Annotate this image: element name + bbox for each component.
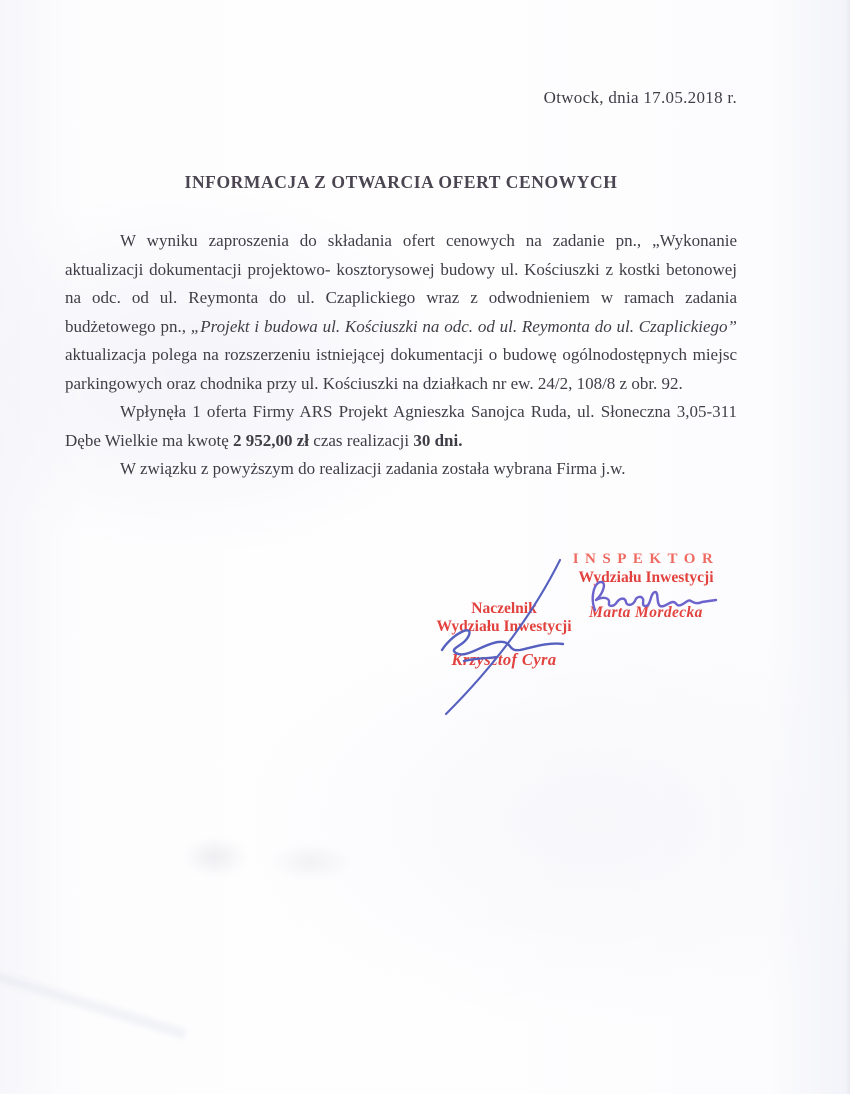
inspektor-stamp <box>566 551 726 622</box>
inspektor-department-label: Wydziału Inwestycji <box>578 569 714 586</box>
naczelnik-role-label: Naczelnik <box>471 600 537 617</box>
realization-time: 30 dni. <box>413 430 463 450</box>
paragraph-2 <box>65 398 737 455</box>
naczelnik-stamp <box>428 600 580 670</box>
p1-quoted-task-name: „Projekt i budowa ul. Kościuszki na odc. od ul. Reymonta do ul. Czaplickiego” <box>190 316 737 336</box>
scan-smudge <box>182 836 248 878</box>
p1-tail-text: aktualizacja polega na rozszerzeniu istniejącej dokumentacji o budowę ogólnodostępnych miejsc parkingowych oraz chodnika przy ul. Kościuszki na działkach nr ew. 24/2, 108/8 z obr. 92. <box>65 345 737 393</box>
inspektor-name-label: Marta Mordecka <box>589 604 703 621</box>
p2-mid-text: czas realizacji <box>309 430 414 450</box>
naczelnik-name-label: Krzysztof Cyra <box>451 650 557 669</box>
paragraph-3: W związku z powyższym do realizacji zadania została wybrana Firma j.w. <box>120 459 626 478</box>
p2-lead-text: Wpłynęła 1 oferta Firmy ARS Projekt Agnieszka Sanojca Ruda, ul. Słoneczna 3,05-311 Dębe Wielkie ma kwotę <box>65 402 737 450</box>
paragraph-1 <box>65 227 737 398</box>
p1-lead-text: W wyniku zaproszenia do składania ofert cenowych na zadanie pn., „Wykonanie aktualizacji dokumentacji projektowo- kosztorysowej budowy ul. Kościuszki z kostki betonowej na odc. od ul. Reymonta do ul. Czaplickiego wraz z odwodnieniem w ramach zadania budżetowego pn., <box>65 231 737 336</box>
paper-fold-shadow <box>0 963 187 1041</box>
scan-smudge <box>268 843 354 881</box>
dateline: Otwock, dnia 17.05.2018 r. <box>543 88 737 107</box>
document-body <box>65 227 737 484</box>
inspektor-role-label: INSPEKTOR <box>572 551 720 567</box>
offer-amount: 2 952,00 zł <box>233 430 310 450</box>
page-title: INFORMACJA Z OTWARCIA OFERT CENOWYCH <box>184 172 618 192</box>
naczelnik-department-label: Wydziału Inwestycji <box>436 618 572 635</box>
